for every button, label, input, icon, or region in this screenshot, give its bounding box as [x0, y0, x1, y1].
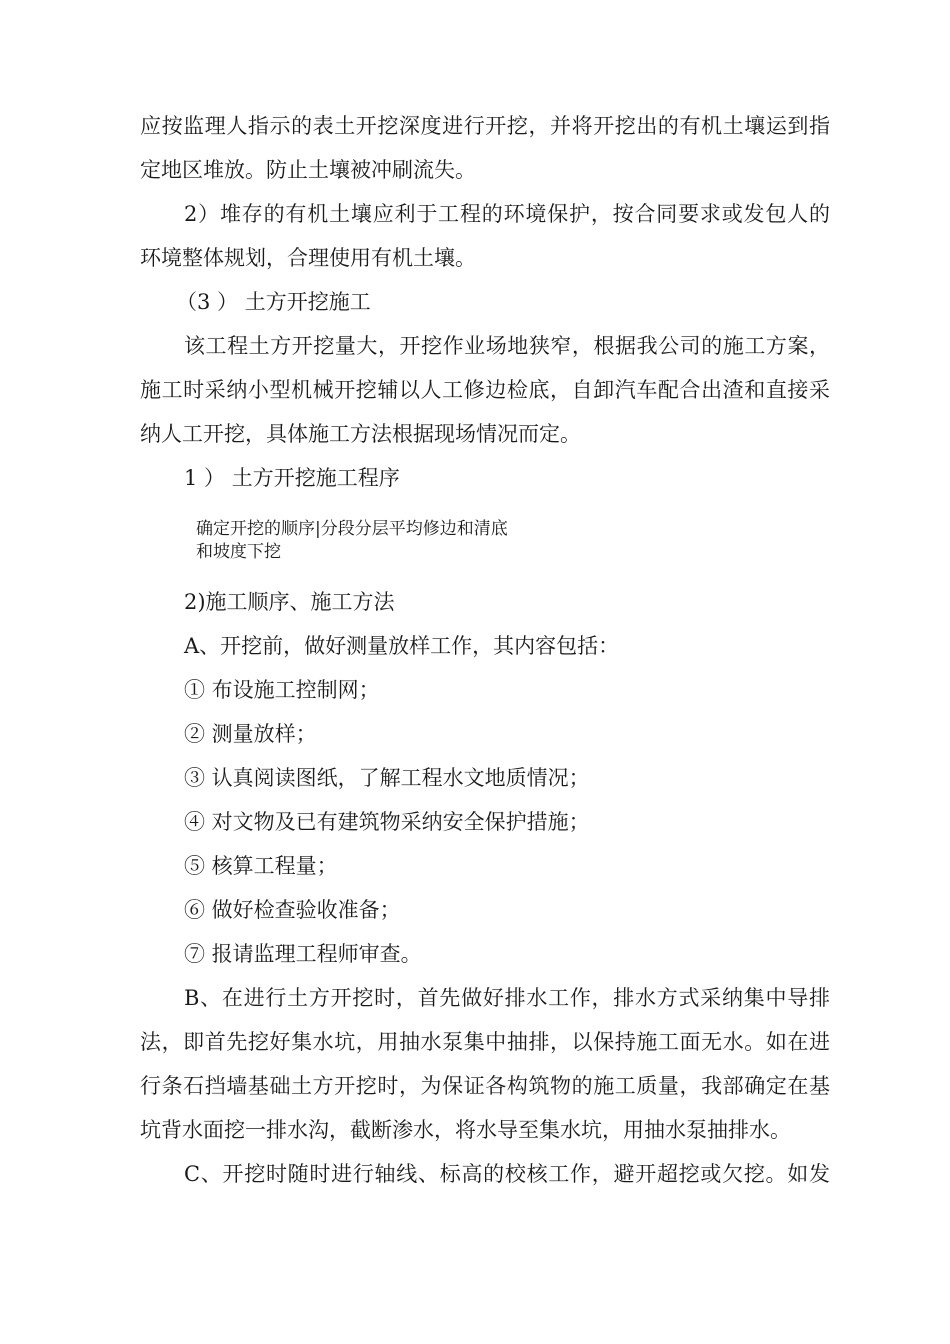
paragraph-line: 环境整体规划，合理使用有机土壤。 — [140, 246, 476, 270]
paragraph-line: 坑背水面挖一排水沟，截断渗水，将水导至集水坑，用抽水泵抽排水。 — [140, 1118, 791, 1142]
paragraph-line: 行条石挡墙基础土方开挖时，为保证各构筑物的施工质量，我部确定在基 — [140, 1074, 830, 1098]
list-item: ⑥ 做好检查验收准备； — [184, 898, 401, 922]
paragraph-line: 2）堆存的有机土壤应利于工程的环境保护，按合同要求或发包人的 — [184, 202, 830, 226]
list-item: ⑤ 核算工程量； — [184, 854, 338, 878]
paragraph-line: 纳人工开挖，具体施工方法根据现场情况而定。 — [140, 422, 581, 446]
list-item: ④ 对文物及已有建筑物采纳安全保护措施； — [184, 810, 590, 834]
paragraph-line: 法，即首先挖好集水坑，用抽水泵集中抽排，以保持施工面无水。如在进 — [140, 1030, 830, 1054]
list-item: ③ 认真阅读图纸，了解工程水文地质情况； — [184, 766, 590, 790]
paragraph-line: 定地区堆放。防止土壤被冲刷流失。 — [140, 158, 476, 182]
subsection-heading: 1 ） 土方开挖施工程序 — [184, 466, 400, 490]
subsection-heading: 2)施工顺序、施工方法 — [184, 590, 395, 614]
list-item: ⑦ 报请监理工程师审查。 — [184, 942, 422, 966]
paragraph-line: 该工程土方开挖量大，开挖作业场地狭窄，根据我公司的施工方案， — [184, 334, 830, 358]
paragraph-line: C、开挖时随时进行轴线、标高的校核工作，避开超挖或欠挖。如发 — [184, 1162, 830, 1186]
section-heading: （3 ） 土方开挖施工 — [176, 290, 371, 314]
list-title: A、开挖前，做好测量放样工作，其内容包括： — [184, 634, 620, 658]
flow-text: 和坡度下挖 — [196, 542, 281, 562]
paragraph-line: 施工时采纳小型机械开挖辅以人工修边检底，自卸汽车配合出渣和直接采 — [140, 378, 830, 402]
list-item: ② 测量放样； — [184, 722, 317, 746]
list-item: ① 布设施工控制网； — [184, 678, 380, 702]
paragraph-line: 应按监理人指示的表土开挖深度进行开挖，并将开挖出的有机土壤运到指 — [140, 114, 830, 138]
flow-text: 确定开挖的顺序|分段分层平均修边和清底 — [196, 519, 508, 539]
paragraph-line: B、在进行土方开挖时，首先做好排水工作，排水方式采纳集中导排 — [184, 986, 830, 1010]
